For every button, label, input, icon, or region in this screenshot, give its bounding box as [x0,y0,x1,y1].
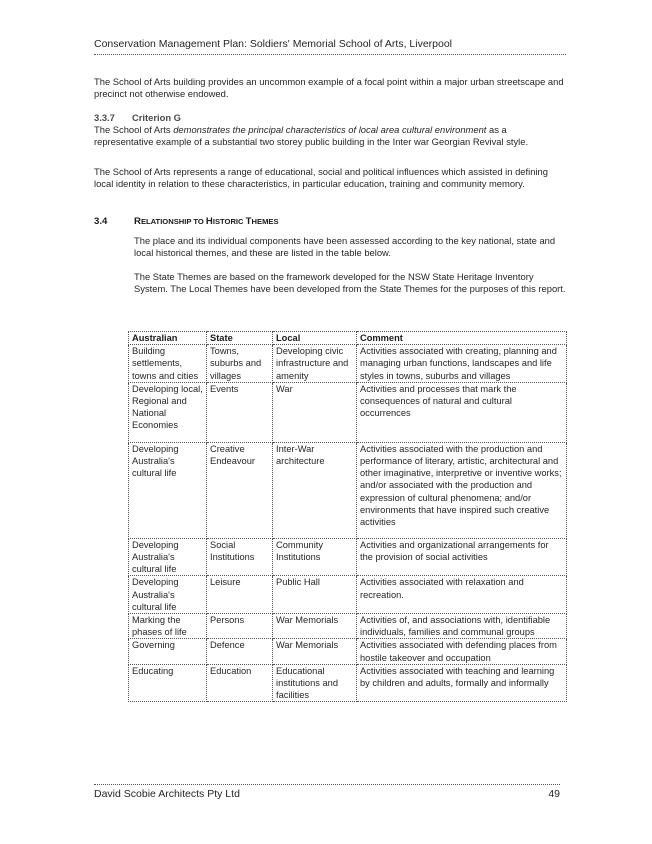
cell-state: Creative Endeavour [207,442,273,538]
criterion-paragraph-2: The School of Arts represents a range of educational, social and political influences which assisted in defining local identity in relation to these characteristics, in particular education, training and community memory. [94,166,548,190]
cell-state: Defence [207,639,273,664]
cell-local: Inter-War architecture [273,442,357,538]
cell-australian: Developing local, Regional and National Economies [129,382,207,442]
cell-comment: Activities associated with creating, planning and managing urban functions, landscapes and life styles in towns, suburbs and villages [357,345,567,383]
page-number: 49 [548,788,560,800]
running-footer [94,784,560,801]
footer-company: David Scobie Architects Pty Ltd [94,788,240,800]
table-row [129,639,567,664]
header-comment: Comment [357,332,567,345]
table-row [129,442,567,538]
cell-local: Developing civic infrastructure and amenity [273,345,357,383]
cell-australian: Educating [129,664,207,702]
criterion-title: Criterion G [132,112,181,123]
header-state: State [207,332,273,345]
criterion-text-start: The School of Arts [94,124,174,135]
table-row [129,614,567,639]
header-local: Local [273,332,357,345]
cell-australian: Building settlements, towns and cities [129,345,207,383]
table-row [129,345,567,383]
cell-local: Public Hall [273,576,357,614]
table-row [129,382,567,442]
cell-comment: Activities associated with defending places from hostile takeover and occupation [357,639,567,664]
header-australian: Australian [129,332,207,345]
cell-comment: Activities associated with relaxation and recreation. [357,576,567,614]
table-header-row [129,332,567,345]
cell-state: Leisure [207,576,273,614]
cell-state: Events [207,382,273,442]
table-row [129,538,567,576]
cell-australian: Developing Australia's cultural life [129,442,207,538]
cell-state: Social Institutions [207,538,273,576]
criterion-number: 3.3.7 [94,112,115,123]
cell-australian: Governing [129,639,207,664]
criterion-text-italic: demonstrates the principal characteristics of local area cultural environment [173,124,487,135]
cell-state: Towns, suburbs and villages [207,345,273,383]
cell-state: Persons [207,614,273,639]
cell-comment: Activities and processes that mark the consequences of natural and cultural occurrences [357,382,567,442]
cell-local: Community Institutions [273,538,357,576]
cell-comment: Activities and organizational arrangements for the provision of social activities [357,538,567,576]
cell-comment: Activities of, and associations with, identifiable individuals, families and communal groups [357,614,567,639]
cell-local: Educational institutions and facilities [273,664,357,702]
themes-table-wrap [128,331,566,702]
cell-comment: Activities associated with the production and performance of literary, artistic, architectural and other imaginative, interpretive or inventive works; and/or associated with the production and expression of cultural phenomena; and/or environments that have inspired such creative activities [357,442,567,538]
cell-australian: Marking the phases of life [129,614,207,639]
section-heading: 3.4 RELATIONSHIP TO HISTORIC THEMES [94,216,279,227]
cell-comment: Activities associated with teaching and learning by children and adults, formally and informally [357,664,567,702]
table-row [129,664,567,702]
section-paragraph-1: The place and its individual components have been assessed according to the key national, state and local historical themes, and these are listed in the table below. [134,235,556,259]
cell-australian: Developing Australia's cultural life [129,538,207,576]
intro-paragraph: The School of Arts building provides an uncommon example of a focal point within a major urban streetscape and precinct not otherwise endowed. [94,76,564,100]
cell-local: War Memorials [273,614,357,639]
criterion-text-rest: as a representative example of a substantial two storey public building in the Inter war Georgian Revival style. [94,124,529,148]
cell-state: Education [207,664,273,702]
running-header: Conservation Management Plan: Soldiers' Memorial School of Arts, Liverpool [94,38,566,55]
historic-themes-table [128,331,567,702]
cell-local: War [273,382,357,442]
criterion-paragraph [94,124,564,148]
cell-australian: Developing Australia's cultural life [129,576,207,614]
section-number: 3.4 [94,216,108,227]
section-paragraph-2: The State Themes are based on the framework developed for the NSW State Heritage Inventory System. The Local Themes have been developed from the State Themes for the purposes of this report. [134,271,566,295]
cell-local: War Memorials [273,639,357,664]
criterion-heading [94,112,181,123]
table-row [129,576,567,614]
